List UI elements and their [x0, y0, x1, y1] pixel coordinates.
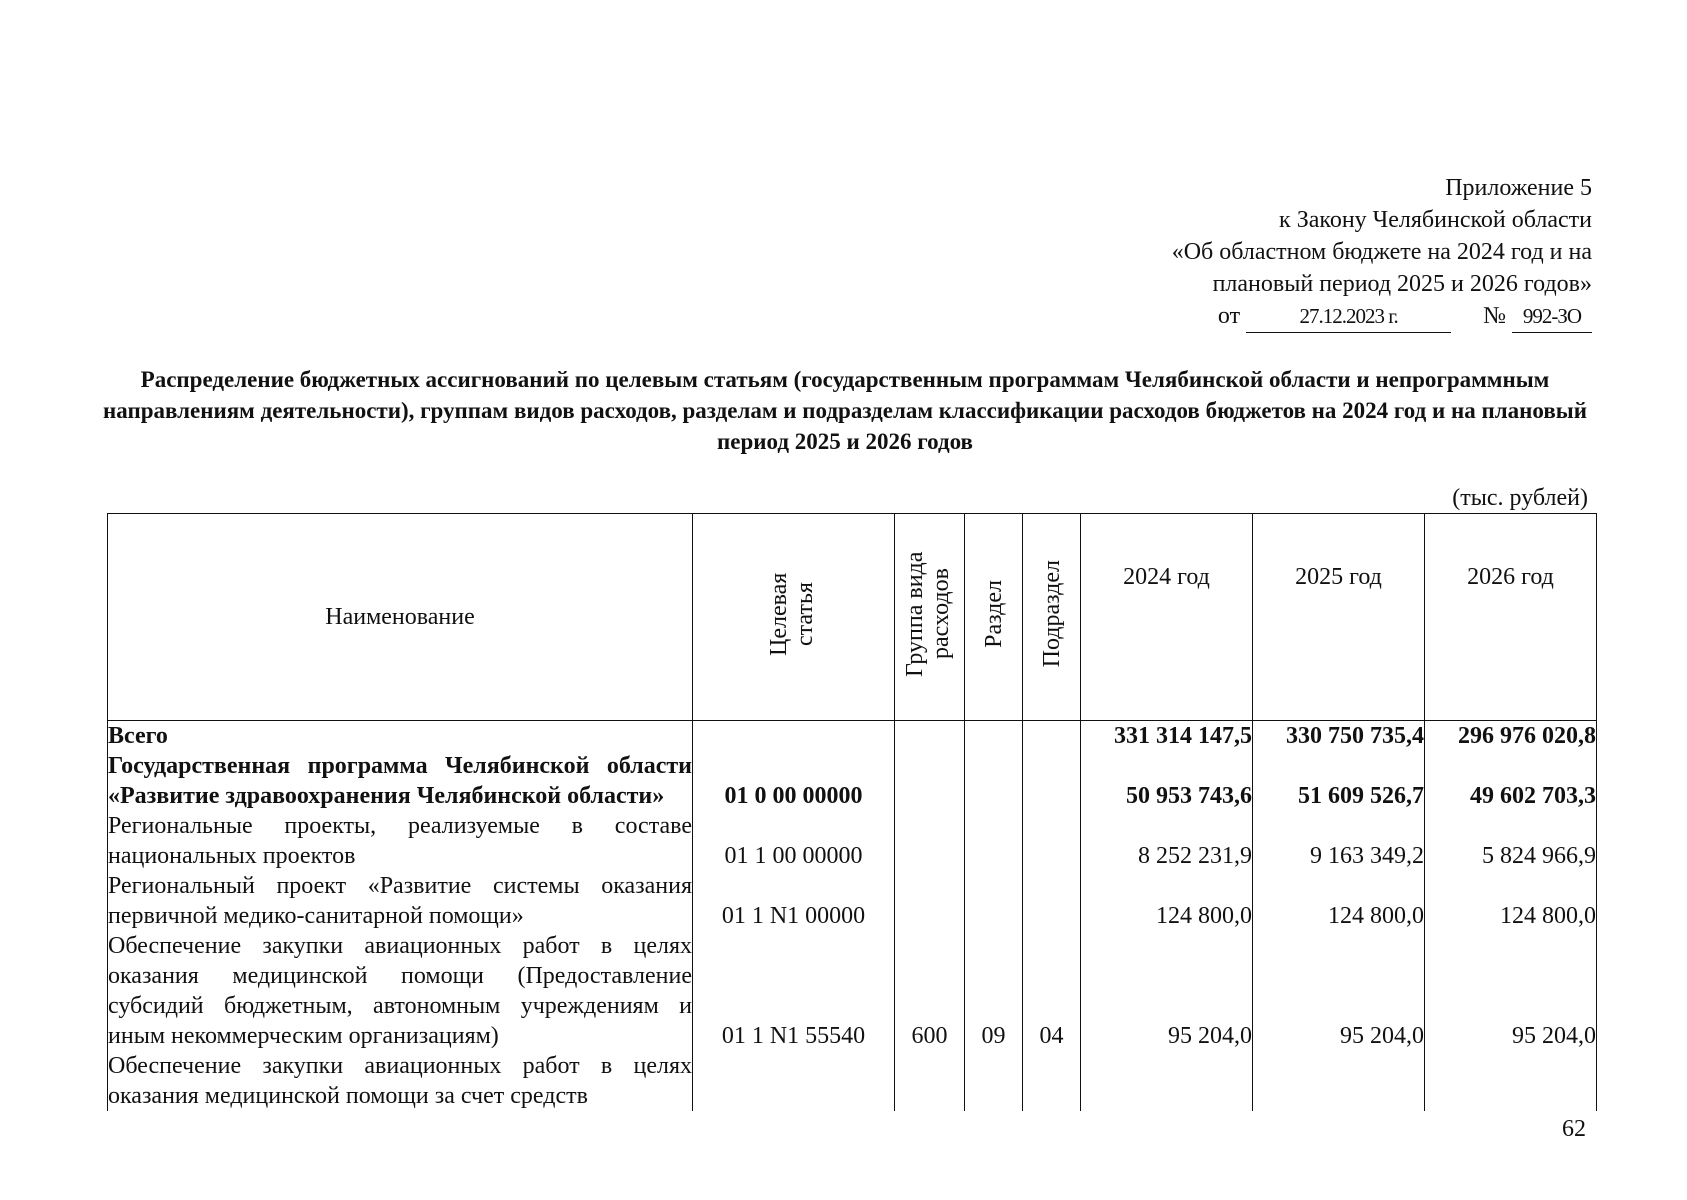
row-section: [965, 871, 1023, 931]
row-name: Обеспечение закупки авиационных работ в целях оказания медицинской помощи за счет средств: [108, 1053, 692, 1109]
row-2026: 49 602 703,3: [1425, 751, 1597, 811]
row-2024: [1081, 1051, 1253, 1111]
row-subsection: [1023, 811, 1081, 871]
header-2025: 2025 год: [1253, 514, 1425, 721]
row-target: [693, 721, 895, 752]
row-2025: 51 609 526,7: [1253, 751, 1425, 811]
units-label: (тыс. рублей): [1452, 485, 1588, 511]
appendix-law-title-1: «Об областном бюджете на 2024 год и на: [1171, 239, 1592, 265]
row-subsection: 04: [1023, 931, 1081, 1051]
row-2025: [1253, 1051, 1425, 1111]
page-number: 62: [1562, 1116, 1586, 1142]
table-header-row: [108, 514, 1597, 721]
document-title: Распределение бюджетных ассигнований по целевым статьям (государственным программам Челябинской области и непрограммным направлениям деятельности), группам видов расходов, разделам и подразделам классификации расходов бюджетов на 2024 год и на плановый период 2025 и 2026 годов: [103, 367, 1587, 454]
row-2025: 9 163 349,2: [1253, 811, 1425, 871]
table-row: [108, 871, 1597, 931]
row-subsection: [1023, 871, 1081, 931]
row-2024: 8 252 231,9: [1081, 811, 1253, 871]
row-2024: 95 204,0: [1081, 931, 1253, 1051]
row-group: [895, 1051, 965, 1111]
row-2024: 50 953 743,6: [1081, 751, 1253, 811]
table-row: [108, 751, 1597, 811]
row-target: 01 1 N1 00000: [693, 871, 895, 931]
header-name: Наименование: [108, 514, 693, 721]
row-2025: 330 750 735,4: [1253, 721, 1425, 752]
row-section: [965, 721, 1023, 752]
row-2026: 95 204,0: [1425, 931, 1597, 1051]
header-2024: 2024 год: [1081, 514, 1253, 721]
row-subsection: [1023, 751, 1081, 811]
budget-table: [107, 513, 1597, 1111]
date-prefix: от: [1217, 303, 1241, 329]
row-target: 01 1 00 00000: [693, 811, 895, 871]
row-2024: 124 800,0: [1081, 871, 1253, 931]
table-row: [108, 931, 1597, 1051]
row-group: 600: [895, 931, 965, 1051]
table-row: [108, 1051, 1597, 1111]
row-section: 09: [965, 931, 1023, 1051]
row-target: [693, 1051, 895, 1111]
law-number: 992-ЗО: [1512, 300, 1592, 333]
row-2026: [1425, 1051, 1597, 1111]
row-2025: 124 800,0: [1253, 871, 1425, 931]
appendix-number: Приложение 5: [1445, 175, 1592, 201]
row-group: [895, 751, 965, 811]
table-row: [108, 811, 1597, 871]
appendix-law-ref: к Закону Челябинской области: [1279, 207, 1592, 233]
row-name: Региональные проекты, реализуемые в составе национальных проектов: [108, 813, 692, 869]
row-2026: 296 976 020,8: [1425, 721, 1597, 752]
row-2024: 331 314 147,5: [1081, 721, 1253, 752]
row-2026: 124 800,0: [1425, 871, 1597, 931]
appendix-law-title-2: плановый период 2025 и 2026 годов»: [1212, 271, 1592, 297]
header-group: Группа вида расходов: [895, 514, 965, 721]
row-name: Обеспечение закупки авиационных работ в целях оказания медицинской помощи (Предоставление субсидий бюджетным, автономным учреждениям и иным некоммерческим организациям): [108, 933, 692, 1049]
row-group: [895, 871, 965, 931]
row-group: [895, 811, 965, 871]
row-subsection: [1023, 721, 1081, 752]
header-subsection: Подраздел: [1023, 514, 1081, 721]
row-target: 01 1 N1 55540: [693, 931, 895, 1051]
header-2026: 2026 год: [1425, 514, 1597, 721]
row-2026: 5 824 966,9: [1425, 811, 1597, 871]
row-target: 01 0 00 00000: [693, 751, 895, 811]
row-name: Региональный проект «Развитие системы оказания первичной медико-санитарной помощи»: [108, 873, 692, 929]
row-subsection: [1023, 1051, 1081, 1111]
appendix-header: [1172, 172, 1592, 333]
law-date: 27.12.2023 г.: [1246, 300, 1451, 333]
row-name: Государственная программа Челябинской области «Развитие здравоохранения Челябинской области»: [108, 753, 692, 809]
header-target: Целевая статья: [693, 514, 895, 721]
row-2025: 95 204,0: [1253, 931, 1425, 1051]
row-section: [965, 751, 1023, 811]
appendix-signature-line: [1172, 300, 1592, 333]
number-prefix: №: [1483, 303, 1506, 329]
row-name: Всего: [108, 721, 693, 752]
row-section: [965, 1051, 1023, 1111]
header-section: Раздел: [965, 514, 1023, 721]
table-row: [108, 721, 1597, 752]
row-section: [965, 811, 1023, 871]
row-group: [895, 721, 965, 752]
